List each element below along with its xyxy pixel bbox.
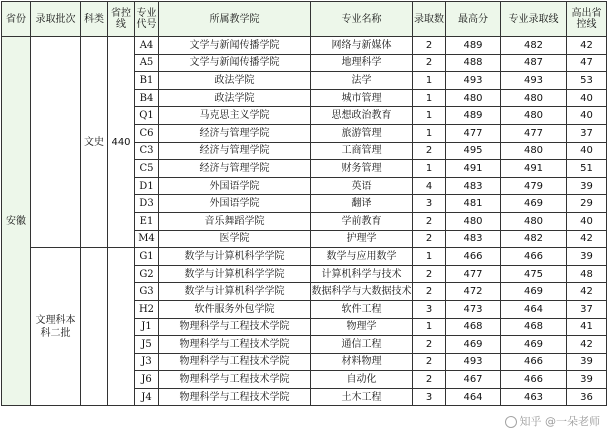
table-row <box>2 248 607 266</box>
major-cell: 材料物理 <box>311 353 413 371</box>
max-score-cell: 488 <box>446 54 501 72</box>
above-line-cell: 42 <box>567 336 607 354</box>
major-cell: 软件工程 <box>311 300 413 318</box>
college-cell: 马克思主义学院 <box>159 107 311 125</box>
major-code-cell: G2 <box>135 265 159 283</box>
header-batch: 录取批次 <box>31 2 81 37</box>
college-cell: 经济与管理学院 <box>159 124 311 142</box>
category-cell <box>81 248 108 406</box>
college-cell: 物理科学与工程技术学院 <box>159 336 311 354</box>
college-cell: 数学与计算机科学学院 <box>159 248 311 266</box>
admitted-cell: 2 <box>413 142 446 160</box>
major-code-cell: E1 <box>135 212 159 230</box>
major-line-cell: 466 <box>501 353 567 371</box>
college-cell: 外国语学院 <box>159 177 311 195</box>
admitted-cell: 1 <box>413 318 446 336</box>
max-score-cell: 493 <box>446 72 501 90</box>
batch-cell <box>31 37 81 248</box>
above-line-cell: 48 <box>567 265 607 283</box>
admitted-cell: 2 <box>413 336 446 354</box>
admitted-cell: 3 <box>413 195 446 213</box>
major-cell: 护理学 <box>311 230 413 248</box>
major-code-cell: M4 <box>135 230 159 248</box>
above-line-cell: 40 <box>567 212 607 230</box>
college-cell: 外国语学院 <box>159 195 311 213</box>
major-line-cell: 469 <box>501 336 567 354</box>
major-line-cell: 482 <box>501 37 567 55</box>
major-cell: 旅游管理 <box>311 124 413 142</box>
major-code-cell: D3 <box>135 195 159 213</box>
above-line-cell: 39 <box>567 371 607 389</box>
college-cell: 政法学院 <box>159 89 311 107</box>
above-line-cell: 42 <box>567 37 607 55</box>
above-line-cell: 42 <box>567 283 607 301</box>
major-cell: 物理学 <box>311 318 413 336</box>
major-code-cell: D1 <box>135 177 159 195</box>
max-score-cell: 491 <box>446 160 501 178</box>
admitted-cell: 3 <box>413 388 446 406</box>
major-cell: 英语 <box>311 177 413 195</box>
above-line-cell: 40 <box>567 142 607 160</box>
admitted-cell: 2 <box>413 212 446 230</box>
above-line-cell: 37 <box>567 300 607 318</box>
header-max-score: 最高分 <box>446 2 501 37</box>
major-line-cell: 468 <box>501 318 567 336</box>
college-cell: 物理科学与工程技术学院 <box>159 388 311 406</box>
admitted-cell: 2 <box>413 283 446 301</box>
header-college: 所属教学院 <box>159 2 311 37</box>
college-cell: 文学与新闻传播学院 <box>159 54 311 72</box>
above-line-cell: 37 <box>567 124 607 142</box>
above-line-cell: 39 <box>567 248 607 266</box>
major-code-cell: Q1 <box>135 107 159 125</box>
admitted-cell: 1 <box>413 72 446 90</box>
header-control-line: 省控线 <box>108 2 135 37</box>
major-code-cell: G3 <box>135 283 159 301</box>
header-major-code: 专业代号 <box>135 2 159 37</box>
admitted-cell: 2 <box>413 371 446 389</box>
major-cell: 数据科学与大数据技术 <box>311 283 413 301</box>
major-cell: 学前教育 <box>311 212 413 230</box>
major-cell: 通信工程 <box>311 336 413 354</box>
max-score-cell: 480 <box>446 212 501 230</box>
above-line-cell: 39 <box>567 353 607 371</box>
major-cell: 自动化 <box>311 371 413 389</box>
header-province: 省份 <box>2 2 31 37</box>
major-line-cell: 466 <box>501 248 567 266</box>
college-cell: 经济与管理学院 <box>159 142 311 160</box>
max-score-cell: 489 <box>446 107 501 125</box>
header-category: 科类 <box>81 2 108 37</box>
header-row <box>2 2 607 37</box>
college-cell: 经济与管理学院 <box>159 160 311 178</box>
max-score-cell: 467 <box>446 371 501 389</box>
major-code-cell: J3 <box>135 353 159 371</box>
college-cell: 物理科学与工程技术学院 <box>159 318 311 336</box>
major-line-cell: 480 <box>501 89 567 107</box>
major-cell: 地理科学 <box>311 54 413 72</box>
college-cell: 医学院 <box>159 230 311 248</box>
major-line-cell: 480 <box>501 212 567 230</box>
above-line-cell: 29 <box>567 195 607 213</box>
college-cell: 音乐舞蹈学院 <box>159 212 311 230</box>
admitted-cell: 1 <box>413 89 446 107</box>
major-line-cell: 469 <box>501 195 567 213</box>
college-cell: 数学与计算机科学学院 <box>159 283 311 301</box>
admitted-cell: 2 <box>413 265 446 283</box>
major-code-cell: C6 <box>135 124 159 142</box>
college-cell: 数学与计算机科学学院 <box>159 265 311 283</box>
major-cell: 思想政治教育 <box>311 107 413 125</box>
major-line-cell: 475 <box>501 265 567 283</box>
max-score-cell: 466 <box>446 248 501 266</box>
max-score-cell: 477 <box>446 124 501 142</box>
above-line-cell: 40 <box>567 89 607 107</box>
major-code-cell: A5 <box>135 54 159 72</box>
max-score-cell: 483 <box>446 177 501 195</box>
major-line-cell: 491 <box>501 160 567 178</box>
major-line-cell: 464 <box>501 300 567 318</box>
admitted-cell: 2 <box>413 230 446 248</box>
college-cell: 政法学院 <box>159 72 311 90</box>
max-score-cell: 495 <box>446 142 501 160</box>
max-score-cell: 483 <box>446 230 501 248</box>
major-line-cell: 463 <box>501 388 567 406</box>
admitted-cell: 1 <box>413 248 446 266</box>
major-code-cell: C5 <box>135 160 159 178</box>
major-cell: 翻译 <box>311 195 413 213</box>
admission-table <box>1 1 607 406</box>
major-code-cell: J5 <box>135 336 159 354</box>
major-code-cell: H2 <box>135 300 159 318</box>
admitted-cell: 1 <box>413 124 446 142</box>
major-cell: 土木工程 <box>311 388 413 406</box>
above-line-cell: 47 <box>567 54 607 72</box>
max-score-cell: 489 <box>446 37 501 55</box>
above-line-cell: 40 <box>567 107 607 125</box>
major-cell: 网络与新媒体 <box>311 37 413 55</box>
major-line-cell: 469 <box>501 283 567 301</box>
admitted-cell: 1 <box>413 107 446 125</box>
max-score-cell: 477 <box>446 265 501 283</box>
major-cell: 城市管理 <box>311 89 413 107</box>
max-score-cell: 464 <box>446 388 501 406</box>
max-score-cell: 473 <box>446 300 501 318</box>
major-code-cell: G1 <box>135 248 159 266</box>
college-cell: 软件服务外包学院 <box>159 300 311 318</box>
major-line-cell: 487 <box>501 54 567 72</box>
max-score-cell: 469 <box>446 336 501 354</box>
major-line-cell: 479 <box>501 177 567 195</box>
watermark-text: 知乎 @一朵老师 <box>519 415 600 428</box>
major-code-cell: J6 <box>135 371 159 389</box>
admitted-cell: 2 <box>413 353 446 371</box>
header-above-line: 高出省控线 <box>567 2 607 37</box>
above-line-cell: 42 <box>567 230 607 248</box>
major-line-cell: 482 <box>501 230 567 248</box>
above-line-cell: 41 <box>567 318 607 336</box>
max-score-cell: 472 <box>446 283 501 301</box>
major-code-cell: C3 <box>135 142 159 160</box>
major-cell: 计算机科学与技术 <box>311 265 413 283</box>
above-line-cell: 51 <box>567 160 607 178</box>
zhihu-logo-icon <box>505 416 517 428</box>
control-line-cell: 440 <box>108 37 135 248</box>
above-line-cell: 36 <box>567 388 607 406</box>
major-code-cell: A4 <box>135 37 159 55</box>
major-cell: 工商管理 <box>311 142 413 160</box>
admitted-cell: 1 <box>413 160 446 178</box>
max-score-cell: 480 <box>446 89 501 107</box>
major-code-cell: J4 <box>135 388 159 406</box>
admitted-cell: 3 <box>413 300 446 318</box>
table-body <box>2 37 607 406</box>
header-admitted: 录取数 <box>413 2 446 37</box>
major-cell: 财务管理 <box>311 160 413 178</box>
table-row <box>2 37 607 55</box>
above-line-cell: 53 <box>567 72 607 90</box>
max-score-cell: 468 <box>446 318 501 336</box>
major-code-cell: B1 <box>135 72 159 90</box>
major-code-cell: B4 <box>135 89 159 107</box>
header-major-line: 专业录取线 <box>501 2 567 37</box>
college-cell: 物理科学与工程技术学院 <box>159 353 311 371</box>
major-line-cell: 466 <box>501 371 567 389</box>
college-cell: 物理科学与工程技术学院 <box>159 371 311 389</box>
admitted-cell: 4 <box>413 177 446 195</box>
above-line-cell: 39 <box>567 177 607 195</box>
major-line-cell: 493 <box>501 72 567 90</box>
watermark <box>505 413 601 429</box>
major-line-cell: 477 <box>501 124 567 142</box>
admitted-cell: 2 <box>413 37 446 55</box>
batch-cell: 文理科本科二批 <box>31 248 81 406</box>
college-cell: 文学与新闻传播学院 <box>159 37 311 55</box>
admitted-cell: 2 <box>413 54 446 72</box>
major-line-cell: 480 <box>501 142 567 160</box>
province-cell: 安徽 <box>2 37 31 406</box>
category-cell: 文史 <box>81 37 108 248</box>
max-score-cell: 493 <box>446 353 501 371</box>
major-code-cell: J1 <box>135 318 159 336</box>
max-score-cell: 481 <box>446 195 501 213</box>
major-cell: 法学 <box>311 72 413 90</box>
major-line-cell: 480 <box>501 107 567 125</box>
major-cell: 数学与应用数学 <box>311 248 413 266</box>
control-line-cell <box>108 248 135 406</box>
header-major: 专业名称 <box>311 2 413 37</box>
